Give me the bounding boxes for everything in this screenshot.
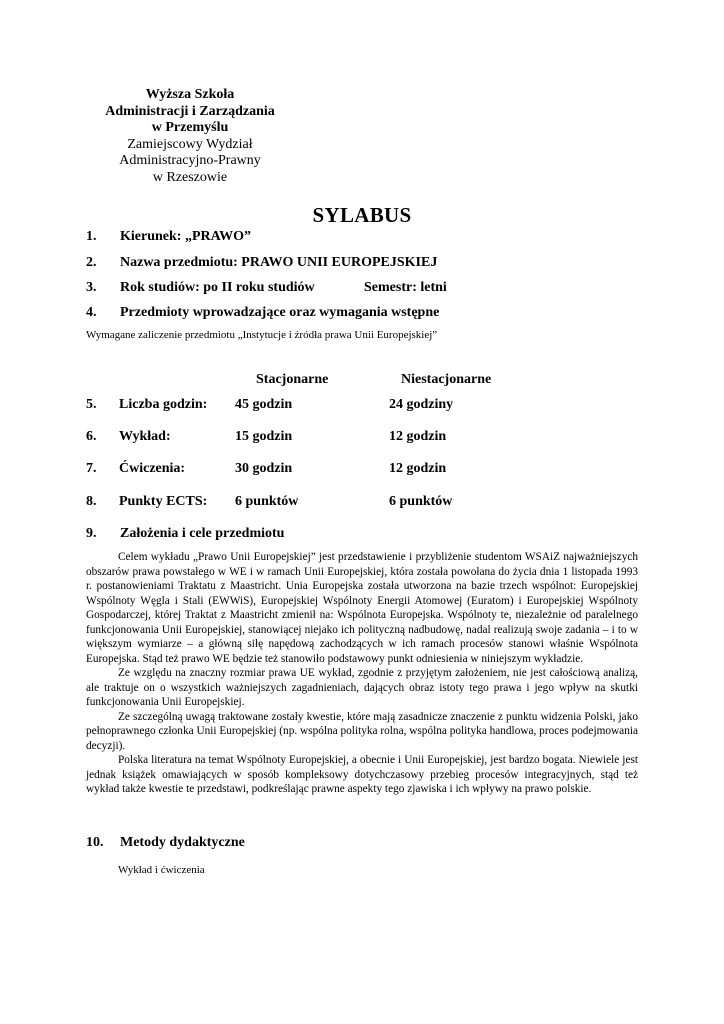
item-2 bbox=[86, 255, 437, 271]
hours-row bbox=[86, 461, 646, 479]
body-paragraph: Ze względu na znaczny rozmiar prawa UE wykład, zgodnie z przyjętym założeniem, nie jest całościową analizą, ale traktuje on o wszystkich ważniejszych zagadnieniach, dających obraz istoty tego prawa i jego wpływ na skutki funkcjonowania Unii Europejskiej. bbox=[86, 667, 638, 708]
institution-name-line2: Administracji i Zarządzania bbox=[105, 103, 275, 119]
body-paragraph: Polska literatura na temat Wspólnoty Europejskiej, a obecnie i Unii Europejskiej, jest bardzo bogata. Niewiele jest jednak książek omawiających w sposób kompleksowy dotychczasowy przebieg procesów integracyjnych, stąd też wykład także kwestie te przedstawi, podkreślając prawne aspekty tego zjawiska i ich wpływy na prawo polskie. bbox=[86, 754, 638, 795]
item-number: 3. bbox=[86, 280, 97, 295]
faculty-line3: w Rzeszowie bbox=[152, 169, 228, 185]
item-text: Rok studiów: po II roku studiów bbox=[120, 280, 315, 295]
item-text: Kierunek: „PRAWO” bbox=[120, 229, 252, 244]
hours-row bbox=[86, 494, 646, 512]
row-nonstationary-value: 12 godzin bbox=[389, 429, 447, 444]
item-3 bbox=[86, 280, 315, 296]
item-4 bbox=[86, 305, 439, 321]
institution-name-line1: Wyższa Szkoła bbox=[145, 87, 235, 102]
section-number: 9. bbox=[86, 526, 97, 541]
column-header-nonstationary: Niestacjonarne bbox=[401, 372, 492, 387]
row-label: Liczba godzin: bbox=[119, 397, 208, 412]
row-stationary-value: 6 punktów bbox=[235, 494, 299, 509]
row-stationary-value: 45 godzin bbox=[235, 397, 293, 412]
prerequisite-note: Wymagane zaliczenie przedmiotu „Instytucje i źródła prawa Unii Europejskiej” bbox=[86, 329, 438, 341]
row-stationary-value: 15 godzin bbox=[235, 429, 293, 444]
row-number: 7. bbox=[86, 461, 97, 476]
teaching-methods-text: Wykład i ćwiczenia bbox=[118, 864, 205, 876]
section-9-body bbox=[86, 550, 638, 797]
item-1 bbox=[86, 229, 251, 245]
row-nonstationary-value: 12 godzin bbox=[389, 461, 447, 476]
row-nonstationary-value: 24 godziny bbox=[389, 397, 454, 412]
row-label: Punkty ECTS: bbox=[119, 494, 208, 509]
row-number: 6. bbox=[86, 429, 97, 444]
row-label: Wykład: bbox=[119, 429, 171, 444]
hours-row bbox=[86, 429, 646, 447]
row-label: Ćwiczenia: bbox=[119, 461, 186, 476]
faculty-line1: Zamiejscowy Wydział bbox=[127, 136, 253, 152]
semester-label: Semestr: letni bbox=[364, 280, 447, 295]
row-number: 5. bbox=[86, 397, 97, 412]
section-title: Założenia i cele przedmiotu bbox=[120, 526, 285, 541]
body-paragraph: Ze szczególną uwagą traktowane zostały kwestie, które mają zasadnicze znaczenie z punktu widzenia Polski, jako pełnoprawnego członka Unii Europejskiej (np. wspólna polityka rolna, wspólna polityka handlowa, proces podejmowania decyzji). bbox=[86, 710, 638, 752]
row-nonstationary-value: 6 punktów bbox=[389, 494, 453, 509]
item-text: Nazwa przedmiotu: PRAWO UNII EUROPEJSKIEJ bbox=[120, 255, 438, 270]
document-title: SYLABUS bbox=[312, 203, 412, 227]
row-stationary-value: 30 godzin bbox=[235, 461, 293, 476]
column-header-stationary: Stacjonarne bbox=[256, 372, 329, 387]
hours-row bbox=[86, 397, 646, 415]
section-9-heading bbox=[86, 526, 284, 542]
institution-header bbox=[92, 87, 288, 186]
item-number: 4. bbox=[86, 305, 97, 320]
section-title: Metody dydaktyczne bbox=[120, 835, 245, 850]
item-number: 2. bbox=[86, 255, 97, 270]
row-number: 8. bbox=[86, 494, 97, 509]
item-text: Przedmioty wprowadzające oraz wymagania wstępne bbox=[120, 305, 440, 320]
section-number: 10. bbox=[86, 835, 104, 850]
item-number: 1. bbox=[86, 229, 97, 244]
section-10-heading bbox=[86, 835, 245, 851]
body-paragraph: Celem wykładu „Prawo Unii Europejskiej” jest przedstawienie i przybliżenie studentom WSAiZ najważniejszych obszarów prawa powstałego w WE i w ramach Unii Europejskiej, która została powołana do życia dnia 1 listopada 1993 r. postanowieniami Traktatu z Maastricht. Unia Europejska została utworzona na bazie trzech wspólnot: Europejskiej Wspólnoty Węgla i Stali (EWWiS), Europejskiej Wspólnoty Energii Atomowej (Euratom) i Europejskiej Wspólnoty Gospodarczej, której Traktat z Maastricht zmienił na: Wspólnota Europejska. Wspólnoty te, niezależnie od paralelnego funkcjonowania Unii Europejskiej, stanowiącej niejako ich polityczną nadbudowę, nadal realizują swoje zadania – i to w większym wymiarze – a główną siłę napędową zachodzących w ich ramach procesów stanowi właśnie Wspólnota Europejska. Stąd też prawo WE będzie też stanowiło podstawowy punkt odniesienia w niniejszym wykładzie. bbox=[86, 551, 638, 665]
institution-name-line3: w Przemyślu bbox=[151, 120, 229, 135]
faculty-line2: Administracyjno-Prawny bbox=[119, 153, 261, 168]
